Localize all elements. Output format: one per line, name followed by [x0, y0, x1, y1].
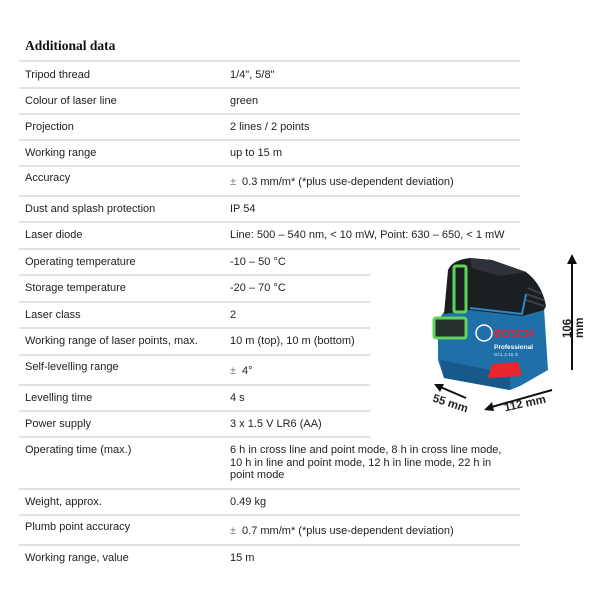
- row-label: Laser diode: [25, 229, 83, 241]
- row-label: Power supply: [25, 418, 92, 430]
- row-label: Operating temperature: [25, 256, 136, 268]
- arrow-up-icon: [567, 254, 577, 264]
- brand-logo: BOSCH: [494, 328, 534, 340]
- table-row: [19, 195, 520, 221]
- row-value: green: [230, 95, 259, 107]
- row-label: Accuracy: [25, 172, 71, 184]
- row-value: ± 0.3 mm/m* (*plus use-dependent deviation): [230, 176, 454, 188]
- row-value: 3 x 1.5 V LR6 (AA): [230, 418, 322, 430]
- table-row: [19, 87, 520, 113]
- row-label: Self-levelling range: [25, 361, 119, 373]
- depth-dimension: 55 mm: [431, 392, 470, 416]
- row-value: 2: [230, 309, 237, 321]
- row-label: Laser class: [25, 309, 81, 321]
- row-value: 4 s: [230, 392, 245, 404]
- trigger-button: [488, 362, 522, 378]
- vertical-laser-window: [454, 266, 466, 312]
- table-row: [19, 139, 520, 165]
- row-label: Working range, value: [25, 552, 129, 564]
- product-image: [430, 250, 604, 420]
- row-label: Tripod thread: [25, 69, 91, 81]
- row-label: Colour of laser line: [25, 95, 117, 107]
- row-value: up to 15 m: [230, 147, 282, 159]
- table-row: [19, 113, 520, 139]
- table-row: [19, 488, 520, 514]
- table-row: [19, 438, 520, 488]
- row-value: ± 4°: [230, 365, 253, 377]
- plus-minus-sign: ±: [230, 365, 237, 377]
- svg-text:Professional: Professional: [494, 344, 534, 351]
- row-label: Working range: [25, 147, 97, 159]
- row-label: Storage temperature: [25, 282, 126, 294]
- plus-minus-sign: ±: [230, 525, 237, 537]
- plus-minus-sign: ±: [230, 176, 237, 188]
- row-value: -20 – 70 °C: [230, 282, 286, 294]
- table-row: [19, 165, 520, 195]
- height-dimension: 106 mm: [562, 317, 586, 338]
- row-value: -10 – 50 °C: [230, 256, 286, 268]
- row-value: 0.49 kg: [230, 496, 267, 508]
- row-value: ± 0.7 mm/m* (*plus use-dependent deviation): [230, 525, 454, 537]
- row-value: 15 m: [230, 552, 255, 564]
- svg-text:GCL 2-15 G: GCL 2-15 G: [494, 352, 519, 357]
- arrow-left-icon: [484, 402, 494, 411]
- row-value: 6 h in cross line and point mode, 8 h in cross line mode, 10 h in line and point mode, 12 h in line mode, 22 h in point mode: [230, 444, 502, 481]
- section-title: Additional data: [25, 38, 116, 53]
- row-label: Levelling time: [25, 392, 93, 404]
- row-label: Plumb point accuracy: [25, 521, 131, 533]
- row-value: Line: 500 – 540 nm, < 10 mW, Point: 630 – 650, < 1 mW: [230, 229, 505, 241]
- row-label: Projection: [25, 121, 74, 133]
- table-row: [19, 514, 520, 544]
- row-label: Dust and splash protection: [25, 203, 156, 215]
- width-dimension: 112 mm: [503, 393, 547, 415]
- table-row: [19, 60, 520, 87]
- row-value: 2 lines / 2 points: [230, 121, 310, 133]
- row-value: IP 54: [230, 203, 256, 215]
- row-label: Working range of laser points, max.: [25, 335, 198, 347]
- horizontal-laser-window: [434, 318, 466, 338]
- table-row: [19, 221, 520, 248]
- row-value: 1/4", 5/8": [230, 69, 275, 81]
- row-label: Weight, approx.: [25, 496, 102, 508]
- row-label: Operating time (max.): [25, 444, 132, 456]
- table-row: [19, 544, 520, 570]
- row-value: 10 m (top), 10 m (bottom): [230, 335, 355, 347]
